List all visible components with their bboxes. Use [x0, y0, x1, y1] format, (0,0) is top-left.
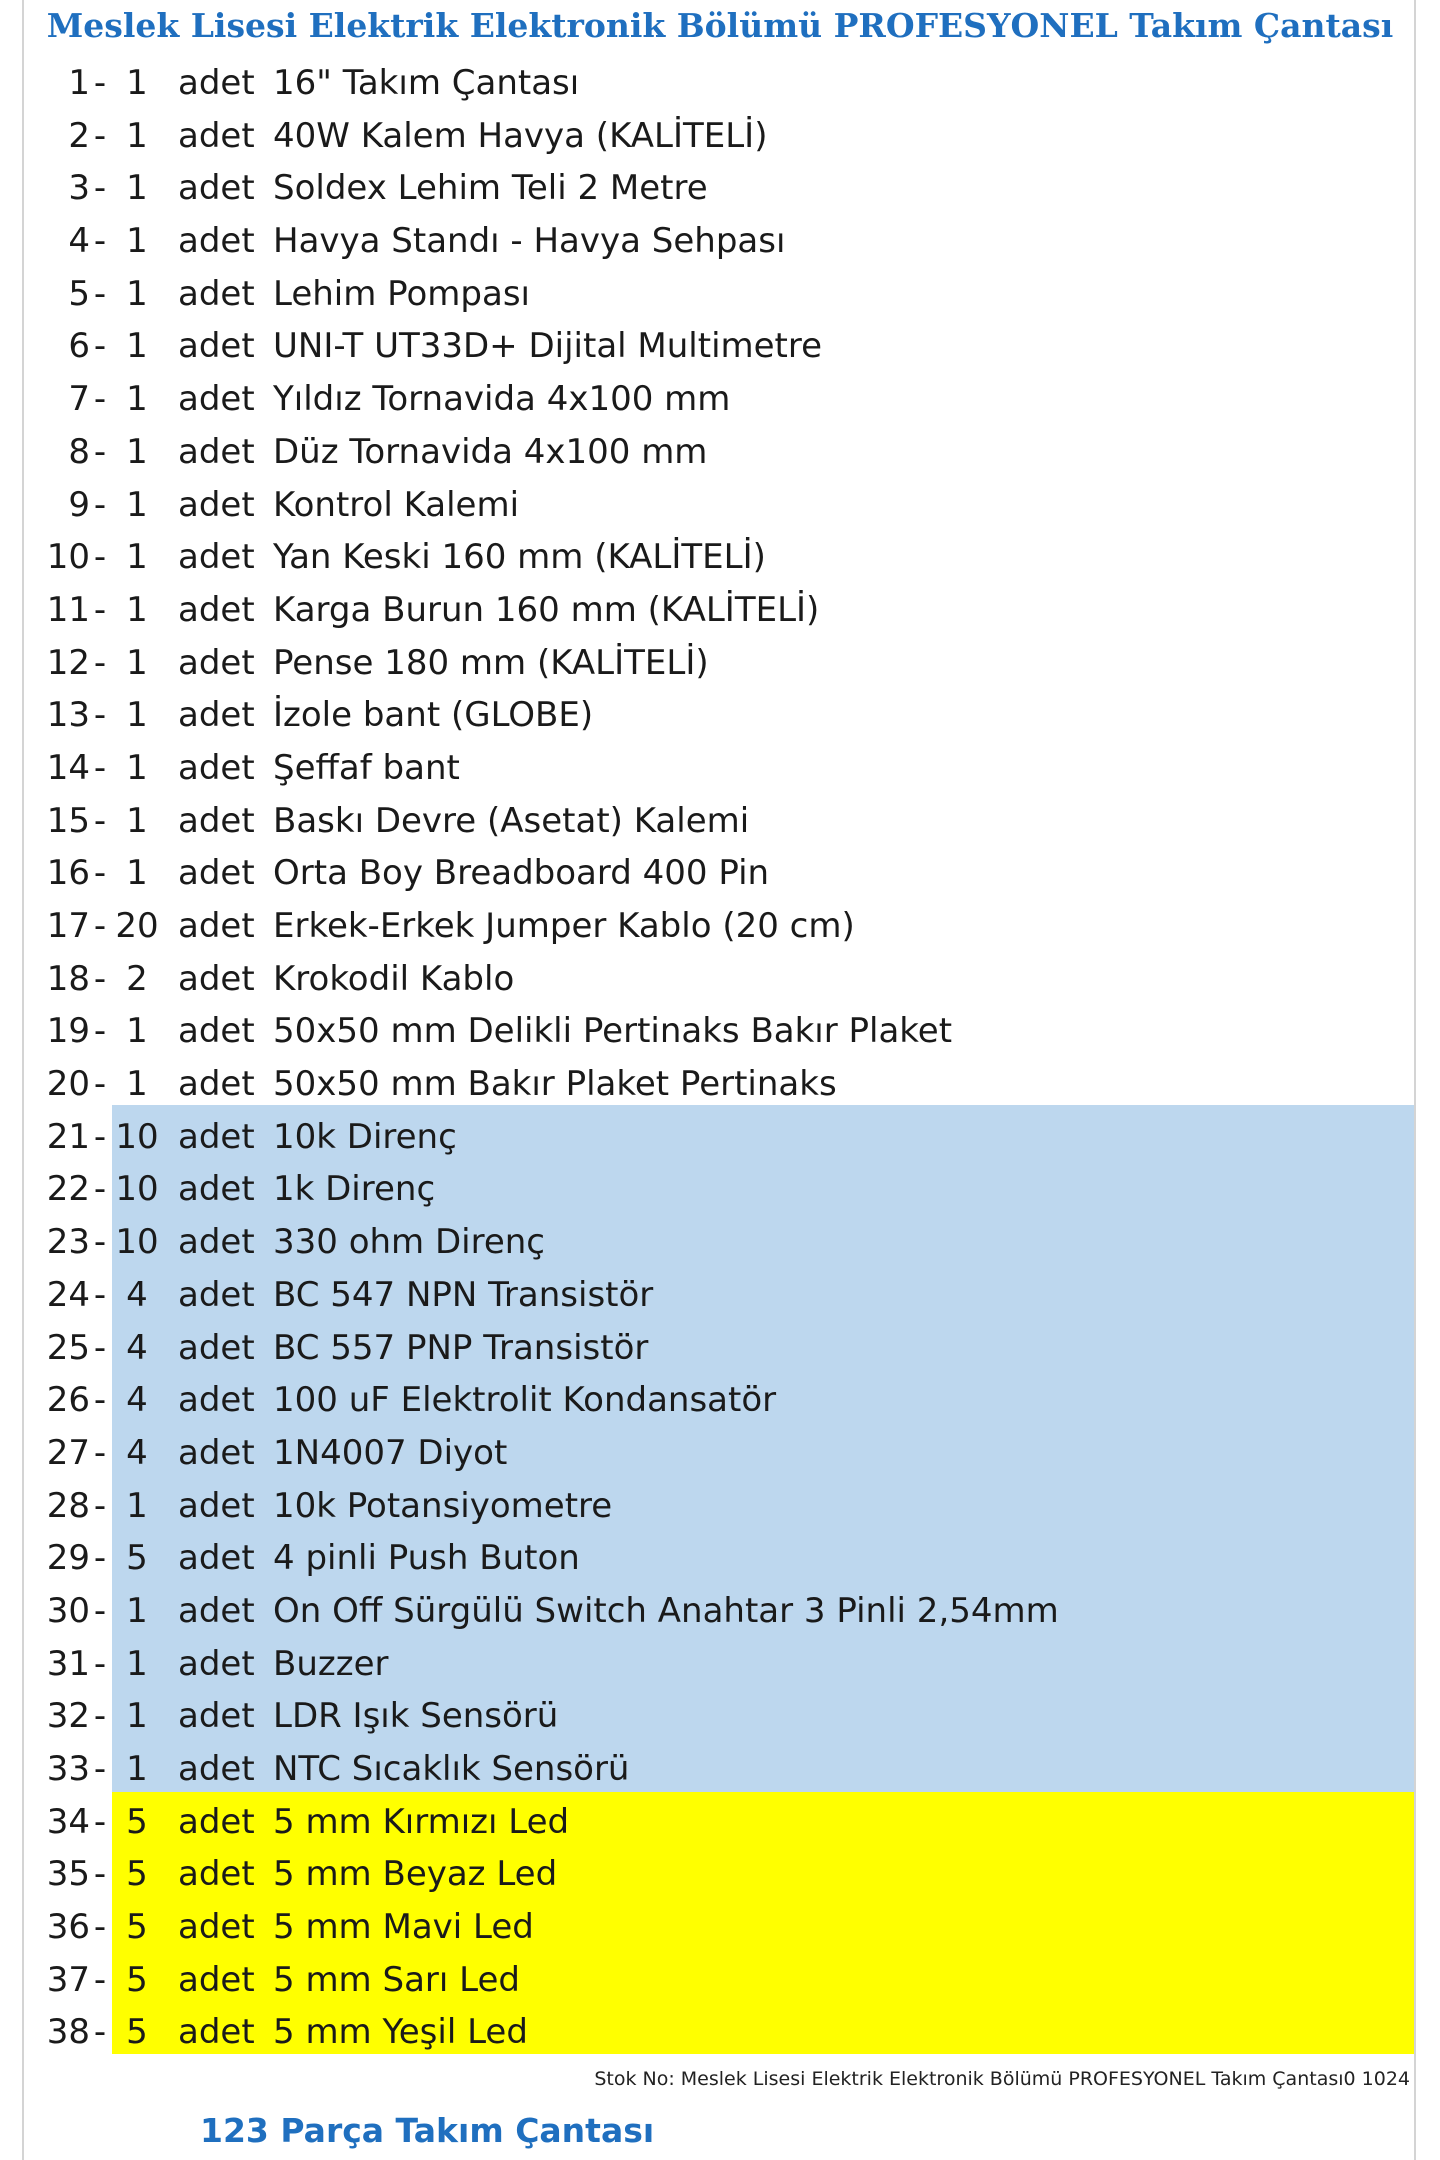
item-unit: adet — [178, 221, 255, 262]
item-number: 21 — [46, 1116, 90, 1157]
item-name: NTC Sıcaklık Sensörü — [273, 1749, 630, 1789]
item-unit: adet — [178, 642, 255, 683]
item-name: İzole bant (GLOBE) — [273, 695, 594, 736]
item-unit: adet — [178, 1696, 255, 1737]
item-unit: adet — [178, 1327, 255, 1368]
item-quantity: 20 — [115, 906, 159, 946]
item-number: 38 — [46, 2012, 90, 2053]
item-number: 26 — [46, 1380, 90, 1421]
item-separator: - — [93, 1959, 107, 2000]
item-quantity: 1 — [126, 484, 148, 525]
item-separator: - — [93, 1222, 107, 1263]
item-number: 7 — [68, 379, 90, 420]
item-unit: adet — [178, 1749, 255, 1789]
item-quantity: 4 — [126, 1327, 148, 1368]
item-name: BC 557 PNP Transistör — [273, 1327, 649, 1368]
item-unit: adet — [178, 1064, 255, 1105]
item-name: BC 547 NPN Transistör — [273, 1274, 654, 1315]
item-separator: - — [93, 906, 107, 946]
item-unit: adet — [178, 379, 255, 420]
item-unit: adet — [178, 906, 255, 946]
item-number: 19 — [46, 1011, 90, 1052]
item-separator: - — [93, 1064, 107, 1105]
item-unit: adet — [178, 853, 255, 894]
item-unit: adet — [178, 484, 255, 525]
item-separator: - — [93, 1854, 107, 1895]
item-quantity: 1 — [126, 326, 148, 367]
item-number: 32 — [46, 1696, 90, 1737]
item-number: 2 — [68, 115, 90, 156]
item-name: 5 mm Kırmızı Led — [273, 1801, 570, 1842]
item-unit: adet — [178, 1801, 255, 1842]
item-number: 5 — [68, 273, 90, 314]
item-separator: - — [93, 695, 107, 736]
item-name: Krokodil Kablo — [273, 958, 515, 999]
footer-title: 123 Parça Takım Çantası — [200, 2111, 655, 2150]
item-quantity: 1 — [126, 853, 148, 894]
item-quantity: 4 — [126, 1274, 148, 1315]
item-quantity: 1 — [126, 1696, 148, 1737]
item-unit: adet — [178, 63, 255, 103]
item-name: Orta Boy Breadboard 400 Pin — [273, 853, 770, 894]
item-quantity: 5 — [126, 1801, 148, 1842]
item-number: 30 — [46, 1590, 90, 1631]
item-separator: - — [93, 431, 107, 472]
item-unit: adet — [178, 273, 255, 314]
item-number: 4 — [68, 221, 90, 262]
item-quantity: 1 — [126, 1749, 148, 1789]
item-quantity: 1 — [126, 115, 148, 156]
item-name: Yan Keski 160 mm (KALİTELİ) — [273, 537, 766, 578]
item-separator: - — [93, 800, 107, 841]
item-separator: - — [93, 1590, 107, 1631]
item-quantity: 1 — [126, 379, 148, 420]
item-quantity: 1 — [126, 1485, 148, 1526]
item-separator: - — [93, 2012, 107, 2053]
item-quantity: 5 — [126, 1907, 148, 1948]
item-quantity: 1 — [126, 63, 148, 103]
item-name: UNI-T UT33D+ Dijital Multimetre — [273, 326, 823, 367]
item-unit: adet — [178, 958, 255, 999]
item-unit: adet — [178, 695, 255, 736]
item-name: Yıldız Tornavida 4x100 mm — [273, 379, 731, 420]
item-number: 13 — [46, 695, 90, 736]
item-number: 10 — [46, 537, 90, 578]
item-name: Buzzer — [273, 1643, 389, 1684]
item-unit: adet — [178, 1169, 255, 1210]
item-separator: - — [93, 642, 107, 683]
item-name: 330 ohm Direnç — [273, 1222, 545, 1263]
item-number: 37 — [46, 1959, 90, 2000]
item-name: LDR Işık Sensörü — [273, 1696, 559, 1737]
item-separator: - — [93, 1643, 107, 1684]
item-unit: adet — [178, 2012, 255, 2053]
item-number: 28 — [46, 1485, 90, 1526]
item-separator: - — [93, 1801, 107, 1842]
item-quantity: 10 — [115, 1169, 159, 1210]
item-name: 5 mm Sarı Led — [273, 1959, 520, 2000]
item-number: 16 — [46, 853, 90, 894]
item-separator: - — [93, 1274, 107, 1315]
item-separator: - — [93, 1169, 107, 1210]
item-quantity: 1 — [126, 273, 148, 314]
item-separator: - — [93, 63, 107, 103]
item-name: 50x50 mm Delikli Pertinaks Bakır Plaket — [273, 1011, 953, 1052]
item-name: 100 uF Elektrolit Kondansatör — [273, 1380, 777, 1421]
item-separator: - — [93, 168, 107, 209]
item-quantity: 1 — [126, 431, 148, 472]
item-separator: - — [93, 1538, 107, 1579]
item-unit: adet — [178, 431, 255, 472]
item-unit: adet — [178, 1274, 255, 1315]
item-number: 23 — [46, 1222, 90, 1263]
item-number: 17 — [46, 906, 90, 946]
item-quantity: 1 — [126, 537, 148, 578]
item-number: 24 — [46, 1274, 90, 1315]
item-separator: - — [93, 589, 107, 630]
item-number: 35 — [46, 1854, 90, 1895]
item-separator: - — [93, 1327, 107, 1368]
item-quantity: 1 — [126, 1064, 148, 1105]
item-name: 5 mm Mavi Led — [273, 1907, 534, 1948]
item-separator: - — [93, 326, 107, 367]
item-number: 22 — [46, 1169, 90, 1210]
item-name: Erkek-Erkek Jumper Kablo (20 cm) — [273, 906, 855, 946]
item-unit: adet — [178, 1907, 255, 1948]
item-separator: - — [93, 1907, 107, 1948]
item-name: 10k Potansiyometre — [273, 1485, 613, 1526]
item-unit: adet — [178, 800, 255, 841]
item-unit: adet — [178, 1380, 255, 1421]
item-number: 6 — [68, 326, 90, 367]
item-quantity: 1 — [126, 1590, 148, 1631]
item-separator: - — [93, 1485, 107, 1526]
item-quantity: 5 — [126, 1538, 148, 1579]
item-separator: - — [93, 1749, 107, 1789]
item-quantity: 5 — [126, 1854, 148, 1895]
item-unit: adet — [178, 326, 255, 367]
item-separator: - — [93, 273, 107, 314]
item-separator: - — [93, 958, 107, 999]
item-unit: adet — [178, 115, 255, 156]
item-unit: adet — [178, 1854, 255, 1895]
item-number: 31 — [46, 1643, 90, 1684]
item-unit: adet — [178, 1432, 255, 1473]
stock-number: Stok No: Meslek Lisesi Elektrik Elektronik Bölümü PROFESYONEL Takım Çantası0 1024 — [594, 2068, 1410, 2090]
item-quantity: 4 — [126, 1380, 148, 1421]
item-quantity: 1 — [126, 1643, 148, 1684]
item-unit: adet — [178, 1222, 255, 1263]
item-name: Düz Tornavida 4x100 mm — [273, 431, 708, 472]
item-number: 8 — [68, 431, 90, 472]
item-unit: adet — [178, 1116, 255, 1157]
item-unit: adet — [178, 747, 255, 788]
item-number: 34 — [46, 1801, 90, 1842]
item-number: 33 — [46, 1749, 90, 1789]
item-name: Şeffaf bant — [273, 747, 460, 788]
item-quantity: 1 — [126, 221, 148, 262]
item-name: 5 mm Yeşil Led — [273, 2012, 528, 2053]
item-unit: adet — [178, 1959, 255, 2000]
item-quantity: 1 — [126, 800, 148, 841]
item-separator: - — [93, 115, 107, 156]
item-separator: - — [93, 1432, 107, 1473]
item-number: 29 — [46, 1538, 90, 1579]
item-number: 15 — [46, 800, 90, 841]
item-name: 4 pinli Push Buton — [273, 1538, 580, 1579]
item-separator: - — [93, 747, 107, 788]
item-separator: - — [93, 1380, 107, 1421]
item-name: 1N4007 Diyot — [273, 1432, 508, 1473]
item-unit: adet — [178, 1590, 255, 1631]
item-unit: adet — [178, 589, 255, 630]
item-quantity: 1 — [126, 1011, 148, 1052]
item-number: 20 — [46, 1064, 90, 1105]
item-number: 12 — [46, 642, 90, 683]
item-name: 40W Kalem Havya (KALİTELİ) — [273, 115, 768, 156]
item-separator: - — [93, 1011, 107, 1052]
item-quantity: 5 — [126, 1959, 148, 2000]
item-unit: adet — [178, 1485, 255, 1526]
item-unit: adet — [178, 1011, 255, 1052]
item-number: 36 — [46, 1907, 90, 1948]
item-name: 50x50 mm Bakır Plaket Pertinaks — [273, 1064, 837, 1105]
item-separator: - — [93, 484, 107, 525]
item-quantity: 1 — [126, 168, 148, 209]
item-name: Pense 180 mm (KALİTELİ) — [273, 642, 709, 683]
item-quantity: 10 — [115, 1116, 159, 1157]
page-title: Meslek Lisesi Elektrik Elektronik Bölümü PROFESYONEL Takım Çantası — [46, 6, 1394, 45]
item-quantity: 1 — [126, 589, 148, 630]
item-quantity: 1 — [126, 642, 148, 683]
item-number: 9 — [68, 484, 90, 525]
item-quantity: 4 — [126, 1432, 148, 1473]
item-unit: adet — [178, 1538, 255, 1579]
item-number: 3 — [68, 168, 90, 209]
item-number: 27 — [46, 1432, 90, 1473]
item-number: 18 — [46, 958, 90, 999]
item-separator: - — [93, 1116, 107, 1157]
item-separator: - — [93, 221, 107, 262]
item-quantity: 1 — [126, 695, 148, 736]
item-number: 1 — [68, 63, 90, 103]
item-number: 11 — [46, 589, 90, 630]
item-unit: adet — [178, 168, 255, 209]
item-name: Kontrol Kalemi — [273, 484, 520, 525]
item-unit: adet — [178, 537, 255, 578]
item-quantity: 1 — [126, 747, 148, 788]
item-quantity: 5 — [126, 2012, 148, 2053]
item-name: Baskı Devre (Asetat) Kalemi — [273, 800, 750, 841]
item-quantity: 10 — [115, 1222, 159, 1263]
item-name: 10k Direnç — [273, 1116, 457, 1157]
item-separator: - — [93, 537, 107, 578]
item-name: 16" Takım Çantası — [273, 63, 580, 103]
item-name: 5 mm Beyaz Led — [273, 1854, 558, 1895]
item-name: On Off Sürgülü Switch Anahtar 3 Pinli 2,54mm — [273, 1590, 1059, 1631]
item-name: Karga Burun 160 mm (KALİTELİ) — [273, 589, 820, 630]
item-name: Lehim Pompası — [273, 273, 530, 314]
item-separator: - — [93, 1696, 107, 1737]
item-name: Soldex Lehim Teli 2 Metre — [273, 168, 708, 209]
item-unit: adet — [178, 1643, 255, 1684]
item-name: 1k Direnç — [273, 1169, 436, 1210]
item-separator: - — [93, 379, 107, 420]
item-number: 14 — [46, 747, 90, 788]
item-number: 25 — [46, 1327, 90, 1368]
item-separator: - — [93, 853, 107, 894]
item-quantity: 2 — [126, 958, 148, 999]
item-name: Havya Standı - Havya Sehpası — [273, 221, 786, 262]
